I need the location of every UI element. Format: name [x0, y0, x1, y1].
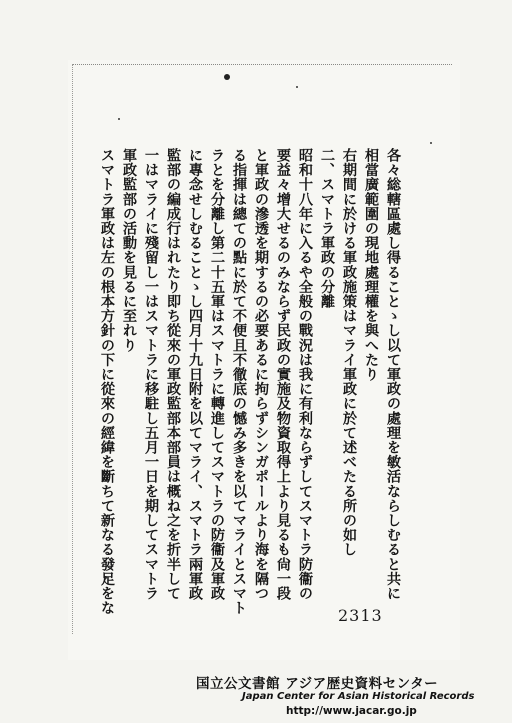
text-column-5: 昭和十八年に入るや全般の戰況は我に有利ならずしてスマトラ防衞の	[297, 148, 313, 601]
speck	[430, 142, 432, 144]
sheet-left-edge	[72, 64, 83, 634]
speck	[118, 118, 120, 120]
text-column-9: ラとを分離し第二十五軍はスマトラに轉進してスマトラの防衞及軍政	[209, 148, 225, 601]
binding-hole-mark	[224, 74, 230, 80]
text-column-10: に專念せしむることゝし四月十九日附を以てマライ、スマトラ兩軍政	[187, 148, 203, 601]
text-column-2: 相當廣範圍の現地處理權を與へたり	[363, 148, 379, 382]
text-column-13: 軍政監部の活動を見るに至れり	[121, 148, 137, 353]
text-column-7: と軍政の滲透を期するの必要あるに拘らずシンガポールより海を隔つ	[253, 148, 269, 601]
text-column-8: る指揮は總ての點に於て不便且不徹底の憾み多きを以てマライとスマト	[231, 148, 247, 616]
speck	[296, 86, 298, 88]
archive-footer	[160, 672, 510, 720]
sheet-top-edge	[72, 64, 452, 73]
archive-url: http://www.jacar.go.jp	[286, 705, 417, 717]
text-column-14: スマトラ軍政は左の根本方針の下に從來の經緯を斷ちて新なる發足をな	[99, 148, 115, 616]
page-number: 2313	[338, 606, 383, 625]
text-column-1: 各々総轄區處し得ることゝし以て軍政の處理を敏活ならしむると共に	[385, 148, 401, 601]
archive-name-en: Japan Center for Asian Historical Records	[242, 691, 475, 702]
section-heading: 二、スマトラ軍政の分離	[319, 148, 335, 309]
text-column-12: 一はマライに殘留し一はスマトラに移駐し五月一日を期してスマトラ	[143, 148, 159, 601]
archive-name-jp: 国立公文書館 アジア歴史資料センター	[196, 676, 439, 692]
text-column-11: 監部の編成行はれたり即ち從來の軍政監部本部員は概ね之を折半して	[165, 148, 181, 601]
text-column-6: 要益々增大せるのみならず民政の實施及物資取得上より見るも尙一段	[275, 148, 291, 601]
text-column-3: 右期間に於ける軍政施策はマライ軍政に於て述べたる所の如し	[341, 148, 357, 557]
